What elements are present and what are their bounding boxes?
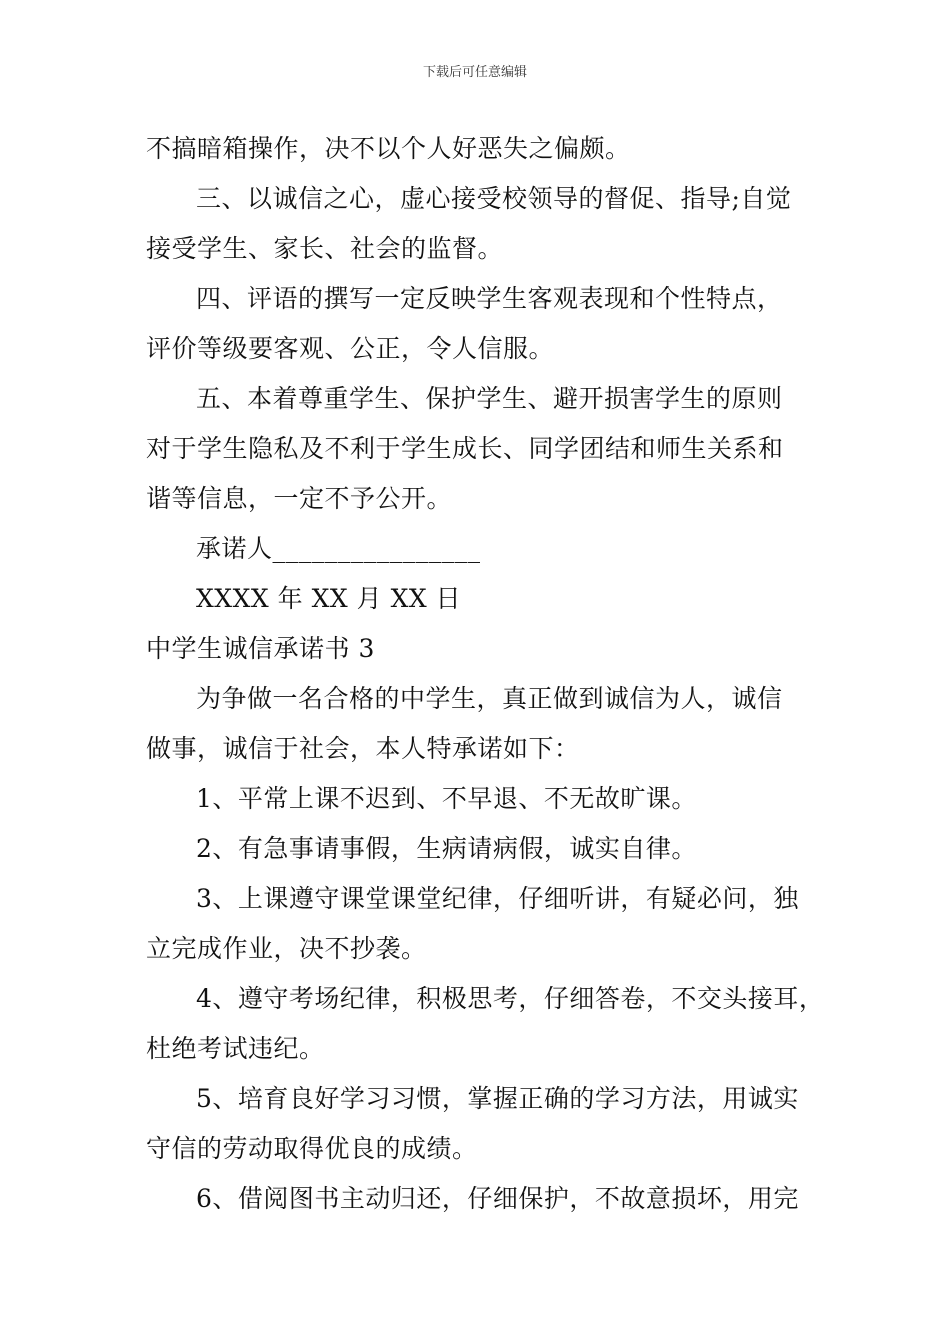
- document-body: [146, 124, 826, 1224]
- list-item: 4、遵守考场纪律，积极思考，仔细答卷，不交头接耳，: [196, 984, 825, 1013]
- body-line: 做事，诚信于社会，本人特承诺如下：: [146, 734, 580, 763]
- body-line: 四、评语的撰写一定反映学生客观表现和个性特点，: [196, 284, 783, 313]
- list-item-continuation: 杜绝考试违纪。: [146, 1034, 325, 1063]
- body-line: 五、本着尊重学生、保护学生、避开损害学生的原则: [196, 384, 783, 413]
- list-item: 2、有急事请事假，生病请病假，诚实自律。: [196, 834, 697, 863]
- list-item: 3、上课遵守课堂课堂纪律，仔细听讲，有疑必问，独: [196, 884, 799, 913]
- list-item: 5、培育良好学习习惯，掌握正确的学习方法，用诚实: [196, 1084, 799, 1113]
- body-line: 对于学生隐私及不利于学生成长、同学团结和师生关系和: [146, 434, 784, 463]
- body-line: 三、以诚信之心，虚心接受校领导的督促、指导;自觉: [196, 184, 792, 213]
- page-header: 下载后可任意编辑: [422, 65, 527, 80]
- list-item-continuation: 立完成作业，决不抄袭。: [146, 934, 427, 963]
- section-title: 中学生诚信承诺书 3: [146, 634, 375, 663]
- list-item: 1、平常上课不迟到、不早退、不无故旷课。: [196, 784, 697, 813]
- date-line: XXXX 年 XX 月 XX 日: [196, 584, 462, 613]
- body-line: 评价等级要客观、公正，令人信服。: [146, 334, 555, 363]
- body-line: 谐等信息，一定不予公开。: [146, 484, 453, 513]
- body-line: 接受学生、家长、社会的监督。: [146, 234, 504, 263]
- body-line: 为争做一名合格的中学生，真正做到诚信为人，诚信: [196, 684, 783, 713]
- body-line: 不搞暗箱操作，决不以个人好恶失之偏颇。: [146, 134, 631, 163]
- list-item: 6、借阅图书主动归还，仔细保护，不故意损坏，用完: [196, 1184, 799, 1213]
- signature-line: 承诺人________________: [196, 534, 481, 563]
- list-item-continuation: 守信的劳动取得优良的成绩。: [146, 1134, 478, 1163]
